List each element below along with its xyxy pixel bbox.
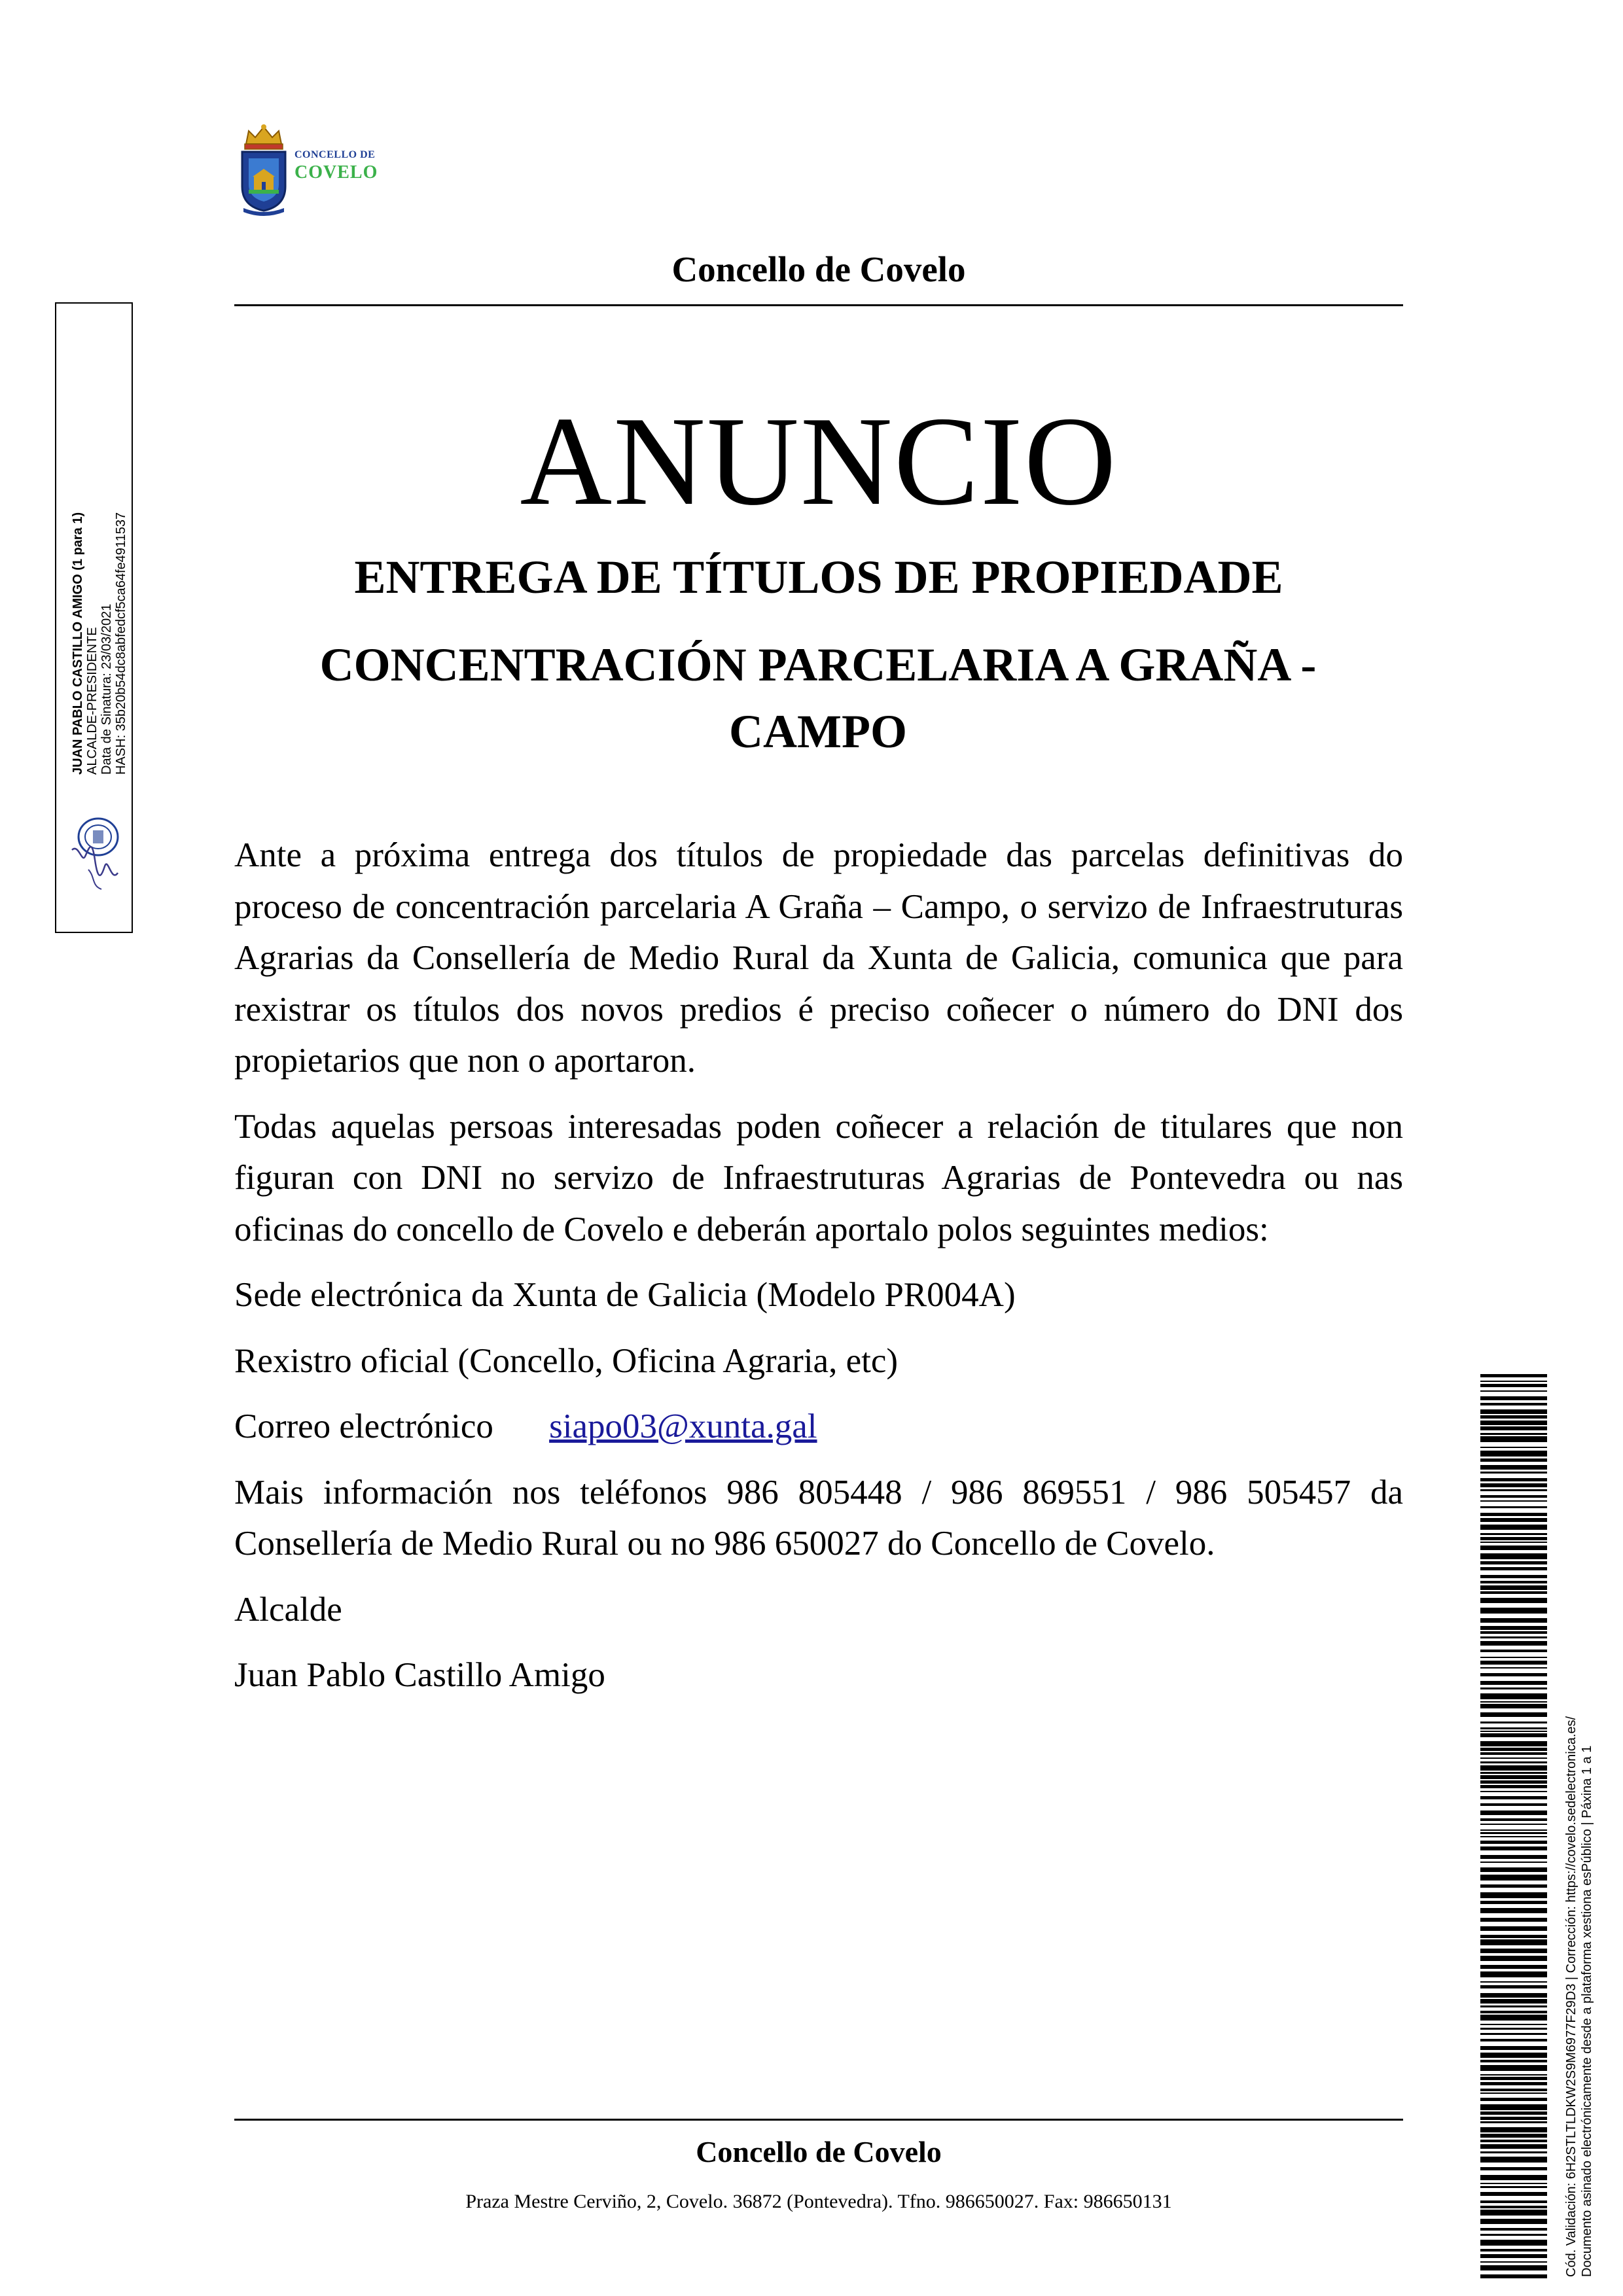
- list-item-rexistro: Rexistro oficial (Concello, Oficina Agraria, etc): [234, 1341, 898, 1380]
- logo-text-concello: CONCELLO DE: [294, 149, 376, 160]
- document-subject: [275, 631, 1361, 765]
- header-divider: [234, 304, 1403, 306]
- official-seal-icon: [65, 811, 124, 896]
- municipal-logo: [234, 124, 385, 216]
- signer-fullname: Juan Pablo Castillo Amigo: [234, 1656, 605, 1694]
- announcement-body: [234, 830, 1403, 1701]
- paragraph-contact: Mais información nos teléfonos 986 805448 / 986 869551 / 986 505457 da Consellería de Medio Rural ou no 986 650027 do Concello de Covelo.: [234, 1473, 1403, 1563]
- subject-line-2: CAMPO: [729, 705, 907, 758]
- document-title: ANUNCIO: [520, 391, 1118, 532]
- signature-stamp: [55, 302, 133, 933]
- validation-platform: Documento asinado electrónicamente desde a plataforma xestiona esPúblico | Páxina 1 a 1: [1580, 1745, 1594, 2277]
- footer-title: Concello de Covelo: [696, 2135, 942, 2168]
- list-item-sede: Sede electrónica da Xunta de Galicia (Modelo PR004A): [234, 1276, 1016, 1314]
- signer-name: JUAN PABLO CASTILLO AMIGO (1 para 1): [71, 512, 85, 775]
- email-link[interactable]: siapo03@xunta.gal: [549, 1407, 817, 1445]
- validation-barcode-icon: [1480, 1374, 1547, 2280]
- subject-line-1: CONCENTRACIÓN PARCELARIA A GRAÑA -: [319, 639, 1317, 691]
- paragraph-intro: Ante a próxima entrega dos títulos de propiedade das parcelas definitivas do proceso de concentración parcelaria A Graña – Campo, o servizo de Infraestruturas Agrarias da Consellería de Medio Rural da Xunta de Galicia, comunica que para rexistrar os títulos dos novos predios é preciso coñecer o número do DNI dos propietarios que non o aportaron.: [234, 836, 1403, 1080]
- validation-info: [1554, 1570, 1607, 2277]
- signer-title: Alcalde: [234, 1590, 342, 1629]
- footer-address: Praza Mestre Cerviño, 2, Covelo. 36872 (Pontevedra). Tfno. 986650027. Fax: 986650131: [465, 2191, 1172, 2212]
- signature-date: Data de Sinatura: 23/03/2021: [99, 603, 114, 775]
- header-title: Concello de Covelo: [671, 249, 966, 289]
- document-subtitle: ENTREGA DE TÍTULOS DE PROPIEDADE: [354, 551, 1283, 603]
- coat-of-arms-icon: [234, 124, 293, 216]
- logo-text-covelo: COVELO: [294, 162, 378, 183]
- paragraph-how-to: Todas aquelas persoas interesadas poden coñecer a relación de titulares que non figuran con DNI no servizo de Infraestruturas Agrarias de Pontevedra ou nas oficinas do concello de Covelo e deberán aportalo polos seguintes medios:: [234, 1107, 1403, 1248]
- email-label: Correo electrónico: [234, 1407, 493, 1445]
- validation-code: Cód. Validación: 6H2STLTLDKW2S9M6977F29D3 | Corrección: https://covelo.sedelectronica.es/: [1564, 1716, 1578, 2277]
- list-item-email: [234, 1401, 1403, 1453]
- signer-role: ALCALDE-PRESIDENTE: [85, 627, 99, 775]
- signature-hash: HASH: 35b20b54dc8abfedcf5ca64fe4911537: [114, 512, 128, 775]
- footer-divider: [234, 2119, 1403, 2121]
